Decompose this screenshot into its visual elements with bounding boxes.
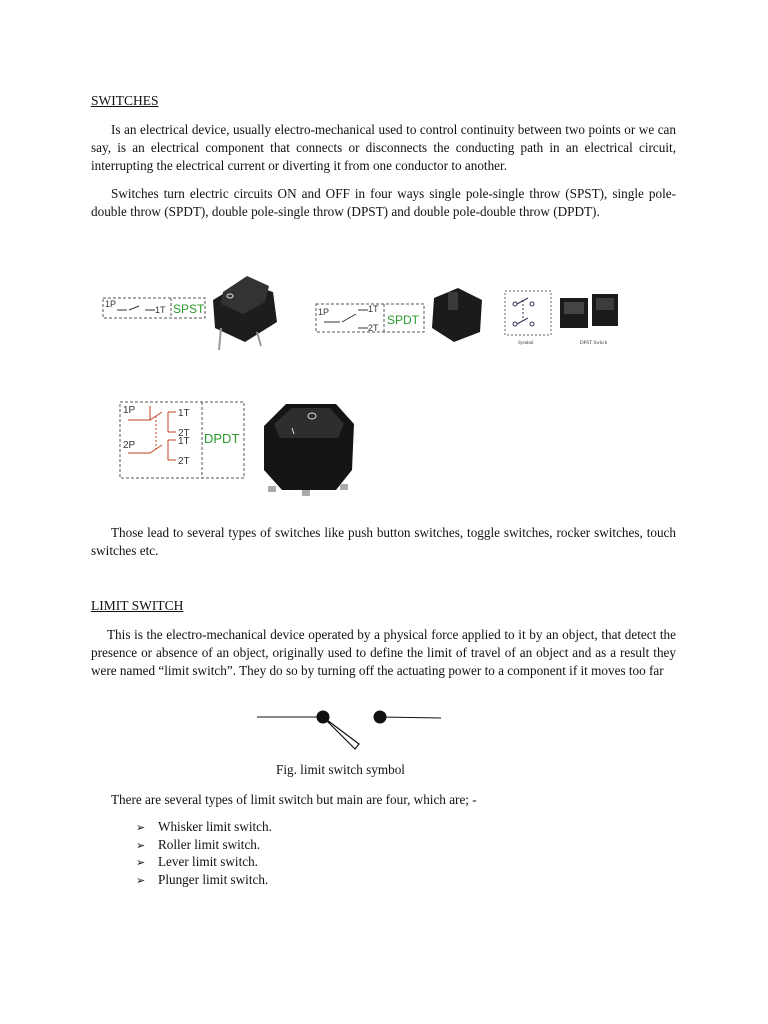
dpdt-label: DPDT [204,431,240,446]
dpdt-figure [116,398,364,498]
list-item: ➢ Roller limit switch. [136,836,272,854]
switches-definition-paragraph: Is an electrical device, usually electro-mechanical used to control continuity between two points or we can say, is an electrical component that connects or disconnects the conducting path in an electrical circuit, interrupting the electrical current or diverting it from one conductor to another. [91,122,676,173]
arrow-bullet-icon: ➢ [136,873,146,887]
limit-switch-symbol-caption: Fig. limit switch symbol [276,762,405,777]
limit-switch-heading: LIMIT SWITCH [91,598,184,613]
limit-switch-definition-paragraph: This is the electro-mechanical device operated by a physical force applied to it by an object, that detect the presence or absence of an object, originally used to define the limit of travel of an object and as a result they were named “limit switch”. They do so by turning off the actuating power to a component if it moves too far [91,627,676,678]
spdt-throw1-label: 1T [368,304,379,314]
list-item: ➢ Lever limit switch. [136,853,272,871]
spdt-figure [312,282,497,344]
dpdt-throw1b-label: 1T [178,436,190,447]
dpdt-throw2b-label: 2T [178,456,190,467]
dpdt-pole1-label: 1P [123,405,136,416]
switches-types-paragraph: Switches turn electric circuits ON and OFF in four ways single pole-single throw (SPST), single pole-double throw (SPDT), double pole-single throw (DPST) and double pole-double throw (DPDT). [91,186,676,219]
arrow-bullet-icon: ➢ [136,821,146,834]
limit-switch-types-intro: There are several types of limit switch but main are four, which are; - [111,792,477,807]
dpst-switch-caption: DPST Switch [580,341,608,346]
dpdt-throw1a-label: 1T [178,408,190,419]
list-item: ➢ Whisker limit switch. [136,818,272,836]
dpst-symbol-caption: Symbol [518,341,534,346]
switch-kinds-paragraph: Those lead to several types of switches like push button switches, toggle switches, rocker switches, touch switches etc. [91,525,676,558]
spst-label: SPST [173,302,205,316]
spst-throw-label: 1T [155,305,166,315]
spdt-throw2-label: 2T [368,323,379,333]
dpdt-pole2-label: 2P [123,440,136,451]
dpdt-throw2a-label: 2T [178,428,190,439]
list-item: ➢ Plunger limit switch. [136,871,272,889]
arrow-bullet-icon: ➢ [136,856,146,869]
limit-switch-symbol [255,706,445,761]
spdt-label: SPDT [387,313,420,327]
spdt-pole-label: 1P [318,307,330,317]
spst-figure [95,262,295,362]
switches-heading: SWITCHES [91,93,159,108]
spst-pole-label: 1P [105,299,117,309]
limit-switch-types-list [136,818,272,888]
dpst-figure [500,288,640,348]
arrow-bullet-icon: ➢ [136,838,146,852]
